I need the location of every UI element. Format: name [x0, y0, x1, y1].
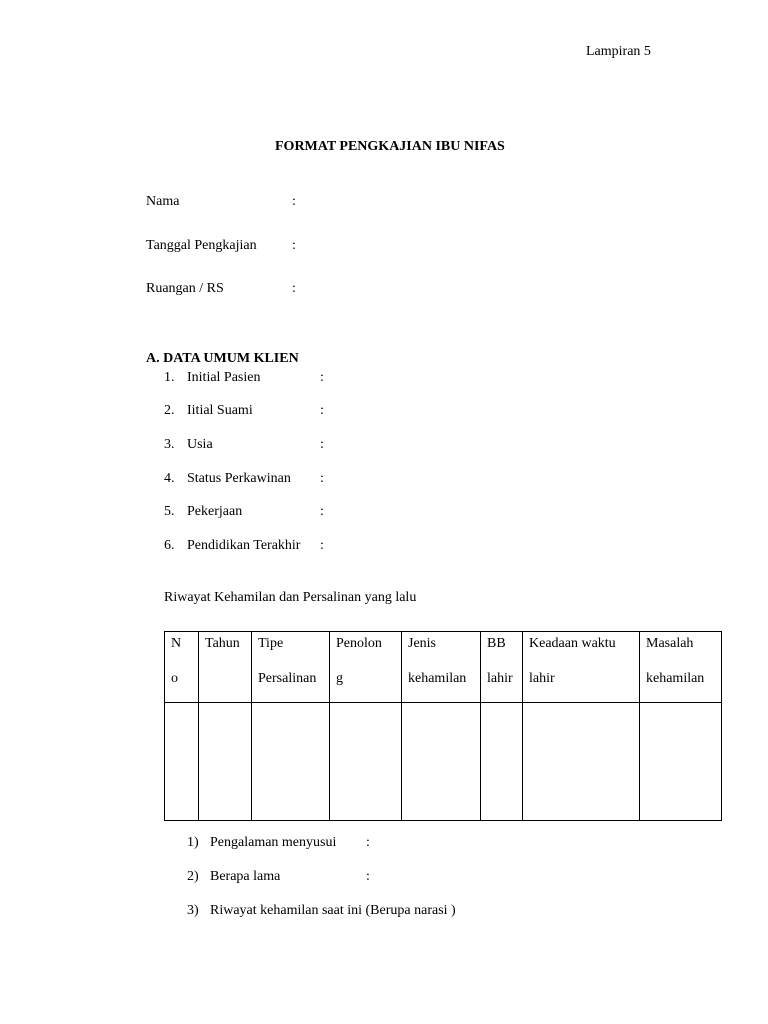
- table-header-row: [165, 632, 722, 703]
- table-cell-empty[interactable]: [199, 703, 252, 821]
- field-colon: :: [292, 238, 296, 253]
- item-colon: :: [366, 869, 370, 884]
- item-colon: :: [320, 437, 324, 452]
- item-number: 3.: [164, 437, 175, 452]
- table-cell-empty[interactable]: [165, 703, 199, 821]
- table-header-cell: BB lahir: [481, 632, 523, 703]
- table-cell-empty[interactable]: [523, 703, 640, 821]
- item-label: Pendidikan Terakhir: [187, 538, 301, 553]
- table-header-cell: Tahun: [199, 632, 252, 703]
- table-header-cell: Jenis kehamilan: [402, 632, 481, 703]
- item-label: Usia: [187, 437, 213, 452]
- table-header-cell: Masalah kehamilan: [640, 632, 722, 703]
- item-label: Initial Pasien: [187, 370, 261, 385]
- table-header-cell: Keadaan waktu lahir: [523, 632, 640, 703]
- table-header-cell: Penolon g: [330, 632, 402, 703]
- table-cell-empty[interactable]: [481, 703, 523, 821]
- table-cell-empty[interactable]: [640, 703, 722, 821]
- field-colon: :: [292, 281, 296, 296]
- table-header-cell: Tipe Persalinan: [252, 632, 330, 703]
- item-colon: :: [320, 538, 324, 553]
- item-number: 5.: [164, 504, 175, 519]
- item-colon: :: [366, 835, 370, 850]
- section-a-heading: A. DATA UMUM KLIEN: [146, 351, 299, 366]
- field-colon: :: [292, 194, 296, 209]
- item-label: Pekerjaan: [187, 504, 243, 519]
- item-number: 1.: [164, 370, 175, 385]
- item-colon: :: [320, 504, 324, 519]
- table-header-cell: N o: [165, 632, 199, 703]
- table-cell-empty[interactable]: [402, 703, 481, 821]
- history-caption: Riwayat Kehamilan dan Persalinan yang lalu: [164, 590, 417, 605]
- field-label: Tanggal Pengkajian: [146, 238, 257, 253]
- form-title: FORMAT PENGKAJIAN IBU NIFAS: [275, 139, 505, 154]
- item-number: 2.: [164, 403, 175, 418]
- item-number: 2): [187, 869, 199, 884]
- history-table: [164, 631, 722, 821]
- field-label: Ruangan / RS: [146, 281, 224, 296]
- appendix-label: Lampiran 5: [586, 44, 651, 59]
- item-colon: :: [320, 370, 324, 385]
- table-cell-empty[interactable]: [252, 703, 330, 821]
- item-number: 6.: [164, 538, 175, 553]
- field-label: Nama: [146, 194, 180, 209]
- item-label: Berapa lama: [210, 869, 281, 884]
- item-label: Status Perkawinan: [187, 471, 291, 486]
- item-colon: :: [320, 471, 324, 486]
- item-number: 4.: [164, 471, 175, 486]
- item-label: Riwayat kehamilan saat ini (Berupa narasi ): [210, 903, 456, 918]
- item-label: Pengalaman menyusui: [210, 835, 337, 850]
- item-number: 3): [187, 903, 199, 918]
- table-row: [165, 703, 722, 821]
- item-label: Iitial Suami: [187, 403, 253, 418]
- item-number: 1): [187, 835, 199, 850]
- item-colon: :: [320, 403, 324, 418]
- table-cell-empty[interactable]: [330, 703, 402, 821]
